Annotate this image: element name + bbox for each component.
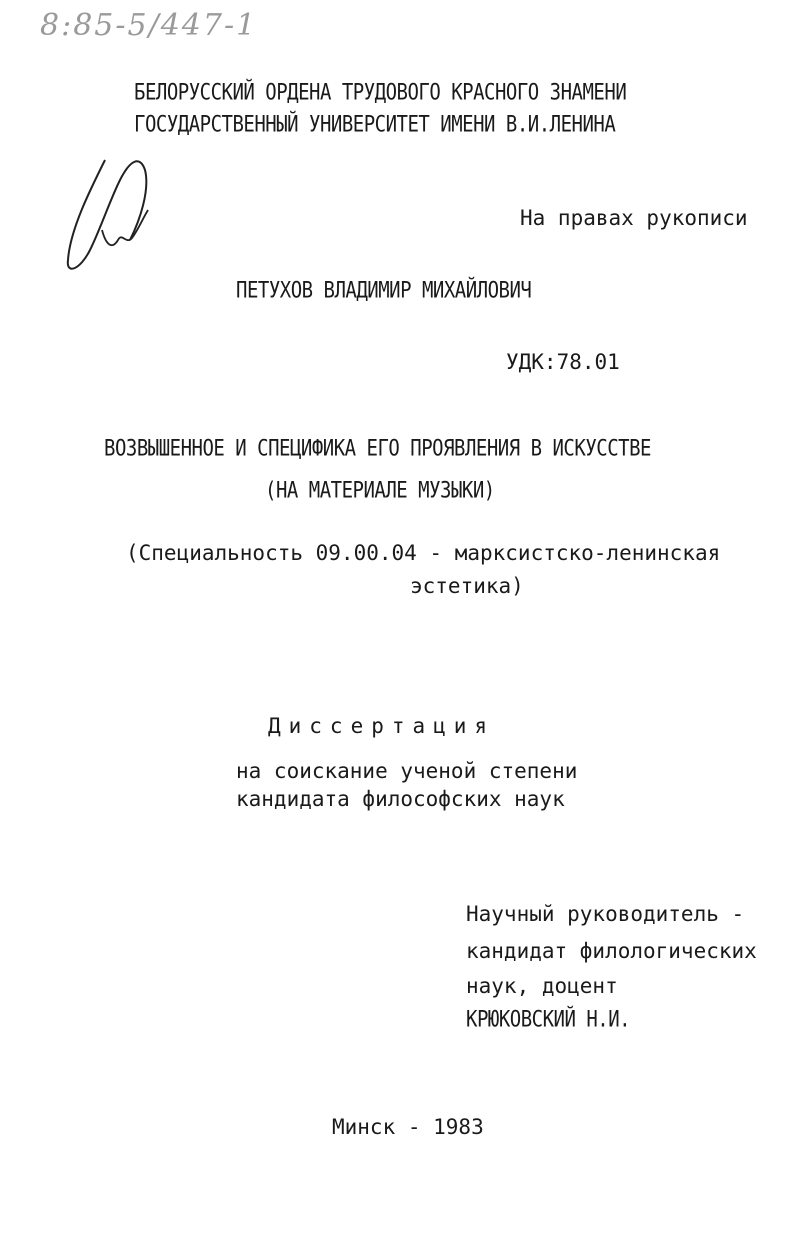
supervisor-line-1: Научный руководитель - [466, 902, 745, 926]
dissertation-title-line-1: ВОЗВЫШЕННОЕ И СПЕЦИФИКА ЕГО ПРОЯВЛЕНИЯ В ИСКУССТВЕ [104, 435, 651, 461]
degree-line-1: на соискание ученой степени [236, 759, 578, 783]
supervisor-line-3: наук, доцент [466, 974, 618, 998]
institution-line-1: БЕЛОРУССКИЙ ОРДЕНА ТРУДОВОГО КРАСНОГО ЗНАМЕНИ [134, 79, 627, 105]
archive-mark-handwritten: 8:85-5/447-1 [40, 8, 258, 43]
dissertation-title-line-2: (НА МАТЕРИАЛЕ МУЗЫКИ) [265, 477, 495, 503]
work-type: Диссертация [268, 714, 496, 738]
place-and-year: Минск - 1983 [332, 1115, 484, 1139]
specialty-line-1: (Специальность 09.00.04 - марксистско-ленинская [126, 541, 721, 565]
supervisor-line-2: кандидат филологических [466, 939, 757, 963]
supervisor-line-4: КРЮКОВСКИЙ Н.И. [466, 1006, 631, 1032]
author-name: ПЕТУХОВ ВЛАДИМИР МИХАЙЛОВИЧ [236, 277, 532, 303]
degree-line-2: кандидата философских наук [236, 787, 565, 811]
manuscript-rights: На правах рукописи [520, 206, 748, 230]
specialty-line-2: эстетика) [410, 574, 524, 598]
udk-code: УДК:78.01 [506, 350, 620, 374]
signature-icon [60, 150, 160, 280]
institution-line-2: ГОСУДАРСТВЕННЫЙ УНИВЕРСИТЕТ ИМЕНИ В.И.ЛЕНИНА [134, 111, 616, 137]
